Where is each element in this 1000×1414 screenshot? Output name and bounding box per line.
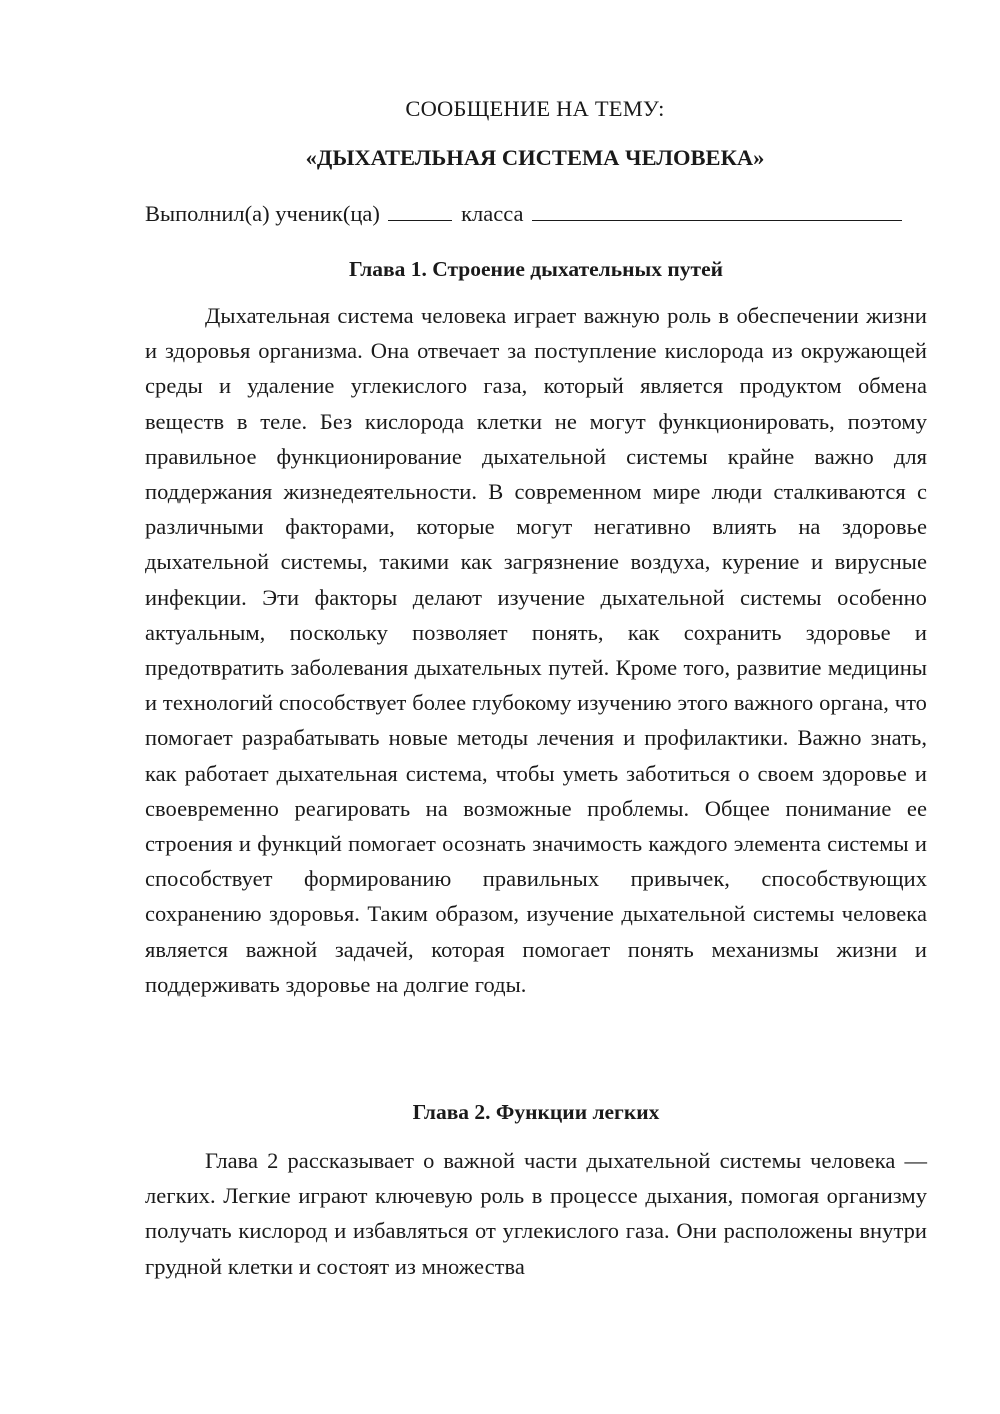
class-word: класса (461, 201, 524, 226)
name-blank (532, 198, 902, 221)
grade-blank (388, 198, 452, 221)
author-line (145, 198, 935, 229)
document-title-line-2: «ДЫХАТЕЛЬНАЯ СИСТЕМА ЧЕЛОВЕКА» (305, 145, 765, 170)
document-title-line-1: СООБЩЕНИЕ НА ТЕМУ: (405, 96, 665, 121)
chapter-2-paragraph: Глава 2 рассказывает о важной части дыхательной системы человека — легких. Легкие играют ключевую роль в процессе дыхания, помогая организму получать кислород и избавляться от углекислого газа. Они расположены внутри грудной клетки и состоят из множества (145, 1148, 927, 1279)
chapter-2-heading: Глава 2. Функции легких (412, 1100, 660, 1124)
chapter-1-paragraph: Дыхательная система человека играет важную роль в обеспечении жизни и здоровья организма. Она отвечает за поступление кислорода из окружающей среды и удаление углекислого газа, который является продуктом обмена веществ в теле. Без кислорода клетки не могут функционировать, поэтому правильное функционирование дыхательной системы крайне важно для поддержания жизнедеятельности. В современном мире люди сталкиваются с различными факторами, которые могут негативно влиять на здоровье дыхательной системы, такими как загрязнение воздуха, курение и вирусные инфекции. Эти факторы делают изучение дыхательной системы особенно актуальным, поскольку позволяет понять, как сохранить здоровье и предотвратить заболевания дыхательных путей. Кроме того, развитие медицины и технологий способствует более глубокому изучению этого важного органа, что помогает разрабатывать новые методы лечения и профилактики. Важно знать, как работает дыхательная система, чтобы уметь заботиться о своем здоровье и своевременно реагировать на возможные проблемы. Общее понимание ее строения и функций помогает осознать значимость каждого элемента системы и способствует формированию правильных привычек, способствующих сохранению здоровья. Таким образом, изучение дыхательной системы человека является важной задачей, которая помогает понять механизмы жизни и поддерживать здоровье на долгие годы. (145, 303, 927, 997)
author-prefix: Выполнил(а) ученик(ца) (145, 201, 380, 226)
chapter-1-heading: Глава 1. Строение дыхательных путей (348, 257, 724, 281)
